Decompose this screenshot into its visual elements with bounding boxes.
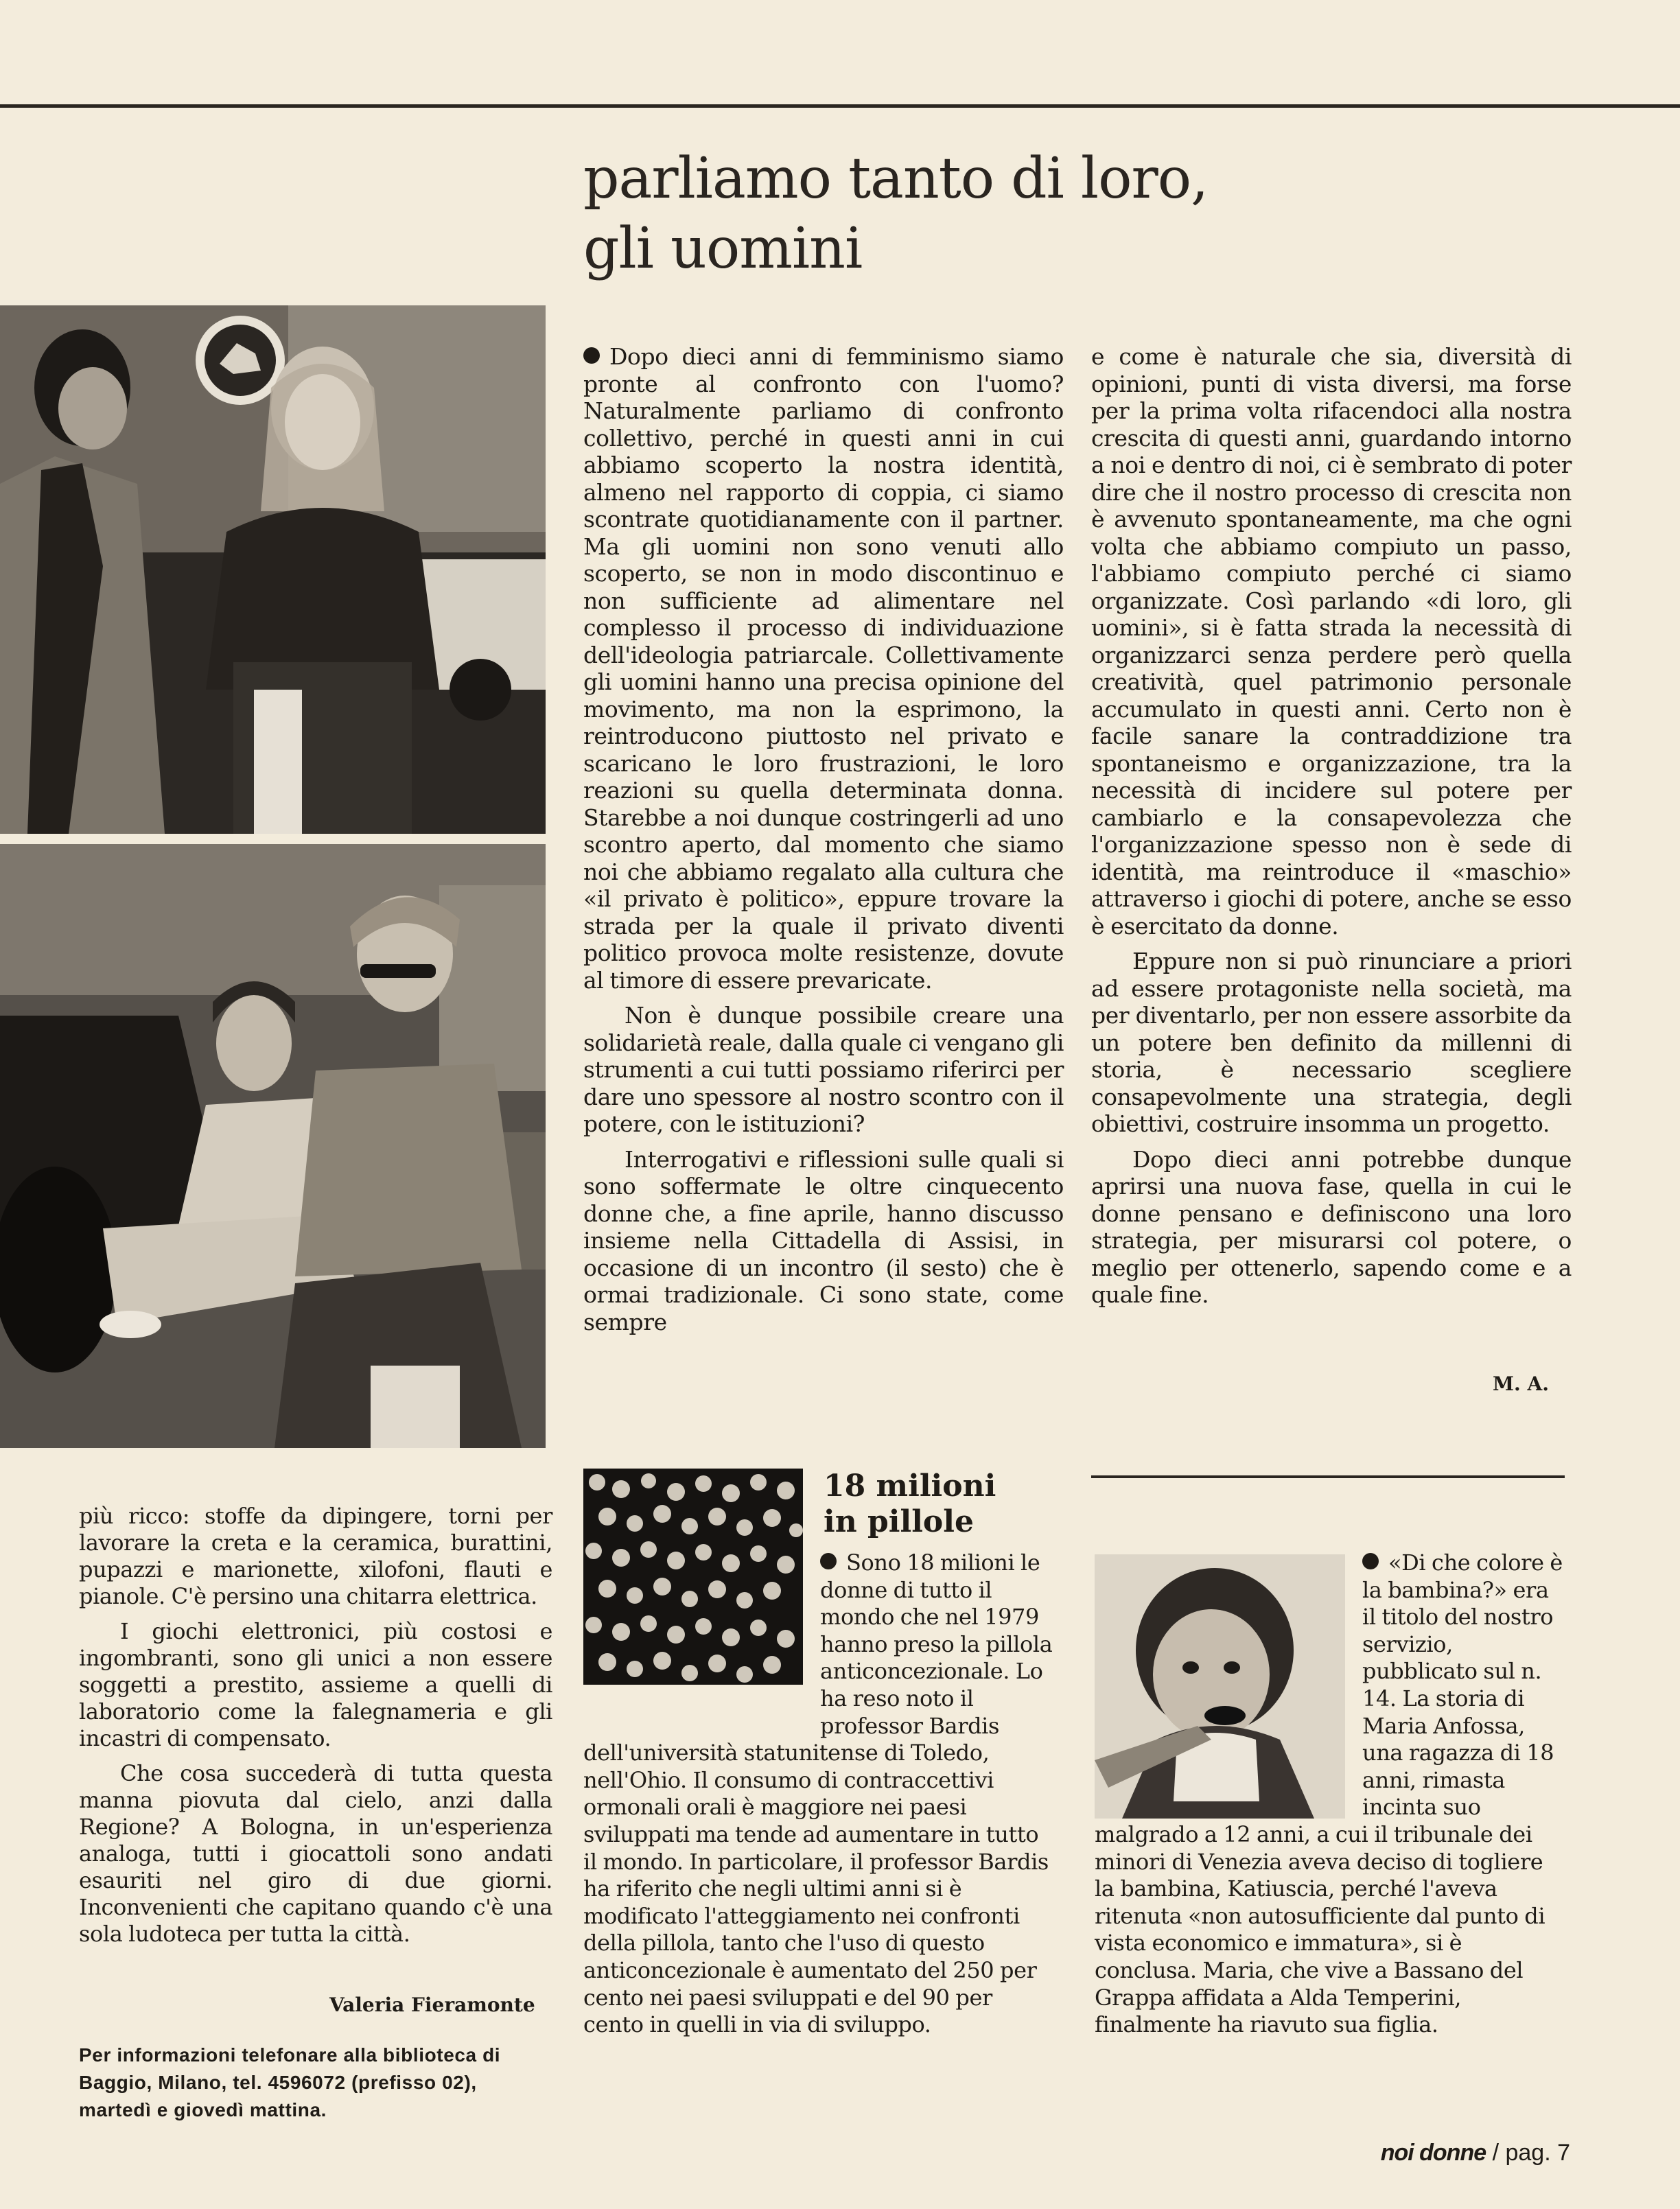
info-note: Per informazioni telefonare alla biblioteca di Baggio, Milano, tel. 4596072 (prefisso 02), martedì e giovedì mattina. <box>79 2044 501 2120</box>
article-column-1 <box>583 343 1064 1335</box>
ludoteca-signature: Valeria Fieramonte <box>329 1994 535 2016</box>
bambina-float-spacer <box>1095 1550 1362 1821</box>
pillole-title <box>824 1469 1029 1540</box>
headline-line-1: parliamo tanto di loro, <box>583 146 1209 211</box>
pillole-title-line-1: 18 milioni <box>824 1469 996 1504</box>
article-paragraph: Dopo dieci anni potrebbe dunque aprirsi una nuova fase, quella in cui le donne pensano e definiscono una loro strategia, per misurarsi col potere, o meglio per ottenerlo, sapendo come e a quale fine. <box>1091 1145 1572 1308</box>
bullet-icon <box>820 1553 837 1569</box>
headline-line-2: gli uomini <box>583 216 863 281</box>
page-footer <box>1381 2140 1570 2166</box>
ludoteca-column <box>79 1503 552 1948</box>
bullet-icon <box>583 347 600 364</box>
article-paragraph: e come è naturale che sia, diversità di opinioni, punti di vista diversi, ma forse per la prima volta rifacendoci alla nostra crescita di questi anni, guardando intorno a noi e dentro di noi, ci è sembrato di poter dire che il nostro processo di crescita non è avvenuto spontaneamente, ma che ogni volta che abbiamo compiuto un passo, l'abbiamo compiuto perché ci siamo organizzate. Così parlando «di loro, gli uomini», si è fatta strada la necessità di organizzarci senza perdere però quella creatività, quel patrimonio personale accumulato in questi anni. Certo non è facile sanare la contraddizione tra spontaneismo e organizzazione, tra la necessità di incidere sul potere per cambiarlo e la consapevolezza che l'organizzazione spesso non è sede di identità, ma reintroduce il «maschio» attraverso i giochi di potere, anche se esso è esercitato da donne. <box>1091 343 1572 939</box>
article-paragraph: Interrogativi e riflessioni sulle quali si sono soffermate le oltre cinquecento donne che, a fine aprile, hanno discusso insieme nella Cittadella di Assisi, in occasione di un incontro (il sesto) che è ormai tradizionale. Ci sono state, come sempre <box>583 1145 1064 1335</box>
ludoteca-paragraph: Che cosa succederà di tutta questa manna piovuta dal cielo, anzi dalla Regione? A Bologna, in un'esperienza analoga, tutti i giocattoli sono andati esauriti nel giro di due giorni. Inconvenienti che capitano quando c'è una sola ludoteca per tutta la città. <box>79 1760 552 1947</box>
ludoteca-paragraph: più ricco: stoffe da dipingere, torni per lavorare la creta e la ceramica, burattini, pupazzi e marionette, xilofoni, flauti e pianole. C'è persino una chitarra elettrica. <box>79 1503 552 1609</box>
page-title <box>583 144 1544 284</box>
article-paragraph: Eppure non si può rinunciare a priori ad essere protagoniste nella società, ma per diventarlo, per non essere assorbite da un potere ben definito da millenni di storia, è necessario scegliere consapevolmente una strategia, degli obiettivi, costruire insomma un progetto. <box>1091 948 1572 1137</box>
bullet-icon <box>1362 1553 1379 1569</box>
pillole-title-line-2: in pillole <box>824 1504 974 1539</box>
article-signature: M. A. <box>1493 1372 1549 1395</box>
top-rule <box>0 104 1680 108</box>
bambina-top-rule <box>1091 1475 1565 1478</box>
article-paragraph: Non è dunque possibile creare una solidarietà reale, dalla quale ci vengano gli strumenti a cui tutti possiamo riferirci per dare uno spessore al nostro scontro con il potere, con le istituzioni? <box>583 1002 1064 1137</box>
photo-two-men <box>0 844 546 1448</box>
photo-couple <box>0 305 546 834</box>
pillole-float-spacer <box>583 1550 820 1735</box>
magazine-brand: noi donne <box>1380 2140 1486 2166</box>
pillole-text: Sono 18 milioni le donne di tutto il mondo che nel 1979 hanno preso la pillola anticoncezionale. Lo ha reso noto il professor Bardis dell'università statunitense di Toledo, nell'Ohio. Il consumo di contraccettivi ormonali orali è maggiore nei paesi sviluppati ma tende ad aumentare in tutto il mondo. In particolare, il professor Bardis ha riferito che negli ultimi anni si è modificato l'atteggiamento nei confronti della pillola, tanto che l'uso di questo anticoncezionale è aumentato del 250 per cento nei paesi sviluppati e del 90 per cento in quelli in via di sviluppo. <box>583 1550 1053 2038</box>
page-number: / pag. 7 <box>1492 2140 1570 2166</box>
article-column-2 <box>1091 343 1572 1309</box>
article-paragraph: Dopo dieci anni di femminismo siamo pronte al confronto con l'uomo? Naturalmente parliamo di confronto collettivo, perché in questi anni in cui abbiamo scoperto la nostra identità, almeno nel rapporto di coppia, ci siamo scontrate quotidianamente con il partner. Ma gli uomini non sono venuti allo scoperto, se non in modo discontinuo e non sufficiente ad alimentare nel complesso il processo di individuazione dell'ideologia patriarcale. Collettivamente gli uomini hanno una precisa opinione del movimento, ma non la esprimono, la reintroducono piuttosto nel privato e scaricano le loro frustrazioni, le loro reazioni su quella determinata donna. Starebbe a noi dunque costringerli ad uno scontro aperto, dal momento che siamo noi che abbiamo regalato alla cultura che «il privato è politico», eppure trovare la strada per la quale il privato diventi politico provoca molte resistenze, dovute al timore di essere prevaricate. <box>583 343 1064 994</box>
bambina-text: «Di che colore è la bambina?» era il titolo del nostro servizio, pubblicato sul n. 14. La storia di Maria Anfossa, una ragazza di 18 anni, rimasta incinta suo malgrado a 12 anni, a cui il tribunale dei minori di Venezia aveva deciso di togliere la bambina, Katiuscia, perché l'aveva ritenuta «non autosufficiente dal punto di vista economico e immatura», si è conclusa. Maria, che vive a Bassano del Grappa affidata a Alda Temperini, finalmente ha riavuto sua figlia. <box>1095 1550 1563 2038</box>
ludoteca-paragraph: I giochi elettronici, più costosi e ingombranti, sono gli unici a non essere soggetti a prestito, assieme a quelli di laboratorio come la falegnameria e gli incastri di compensato. <box>79 1618 552 1751</box>
